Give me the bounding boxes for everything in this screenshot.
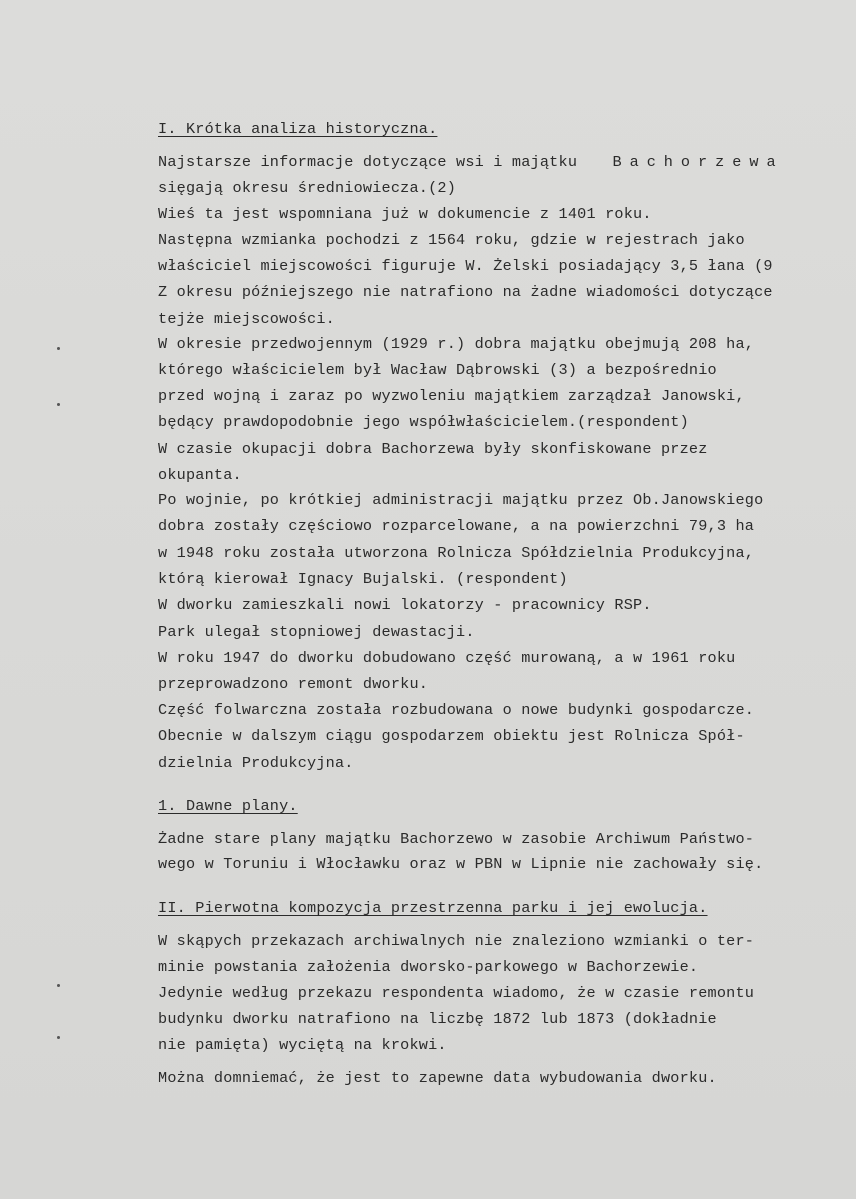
text-line: będący prawdopodobnie jego współwłaścicielem.(respondent) [158,413,689,431]
text-line: Następna wzmianka pochodzi z 1564 roku, gdzie w rejestrach jako [158,231,745,249]
text-line: Jedynie według przekazu respondenta wiadomo, że w czasie remontu [158,984,755,1002]
text-line: Park ulegał stopniowej dewastacji. [158,623,475,641]
text-line: tejże miejscowości. [158,310,335,328]
text-line: W dworku zamieszkali nowi lokatorzy - pracownicy RSP. [158,596,652,614]
text-line: Żadne stare plany majątku Bachorzewo w zasobie Archiwum Państwo- [158,830,755,848]
margin-mark [57,403,60,406]
text-line: dobra zostały częściowo rozparcelowane, a na powierzchni 79,3 ha [158,517,755,535]
text-line: którego właścicielem był Wacław Dąbrowski (3) a bezpośrednio [158,361,717,379]
text-line: minie powstania założenia dworsko-parkowego w Bachorzewie. [158,958,699,976]
text-line: budynku dworku natrafiono na liczbę 1872 lub 1873 (dokładnie [158,1010,717,1028]
text-line: Obecnie w dalszym ciągu gospodarzem obiektu jest Rolnicza Spół- [158,727,745,745]
text-segment: Najstarsze informacje dotyczące wsi i majątku [158,153,578,171]
text-line: W okresie przedwojennym (1929 r.) dobra majątku obejmują 208 ha, [158,335,755,353]
margin-mark [57,1036,60,1039]
text-line [158,153,784,171]
text-line: w 1948 roku została utworzona Rolnicza Spółdzielnia Produkcyjna, [158,544,755,562]
text-line: Część folwarczna została rozbudowana o nowe budynki gospodarcze. [158,701,755,719]
spaced-word: Bachorzewa [612,153,784,171]
text-line: sięgają okresu średniowiecza.(2) [158,179,457,197]
margin-mark [57,347,60,350]
text-line: Z okresu późniejszego nie natrafiono na żadne wiadomości dotyczące [158,283,773,301]
text-line: Wieś ta jest wspomniana już w dokumencie z 1401 roku. [158,205,652,223]
text-line: okupanta. [158,466,242,484]
text-line: W skąpych przekazach archiwalnych nie znaleziono wzmianki o ter- [158,932,755,950]
text-line: wego w Toruniu i Włocławku oraz w PBN w Lipnie nie zachowały się. [158,855,764,873]
margin-mark [57,984,60,987]
section-1-heading: I. Krótka analiza historyczna. [158,120,438,138]
text-line: Można domniemać, że jest to zapewne data wybudowania dworku. [158,1069,717,1087]
text-line: Po wojnie, po krótkiej administracji majątku przez Ob.Janowskiego [158,491,764,509]
section-2-heading: II. Pierwotna kompozycja przestrzenna parku i jej ewolucja. [158,899,708,917]
text-line: którą kierował Ignacy Bujalski. (respondent) [158,570,568,588]
text-line: nie pamięta) wyciętą na krokwi. [158,1036,447,1054]
text-line: W roku 1947 do dworku dobudowano część murowaną, a w 1961 roku [158,649,736,667]
text-line: dzielnia Produkcyjna. [158,754,354,772]
subsection-1-heading: 1. Dawne plany. [158,797,298,815]
text-line: W czasie okupacji dobra Bachorzewa były skonfiskowane przez [158,440,708,458]
text-line: przed wojną i zaraz po wyzwoleniu majątkiem zarządzał Janowski, [158,387,745,405]
text-line: przeprowadzono remont dworku. [158,675,429,693]
text-line: właściciel miejscowości figuruje W. Żelski posiadający 3,5 łana (9 [158,257,773,275]
